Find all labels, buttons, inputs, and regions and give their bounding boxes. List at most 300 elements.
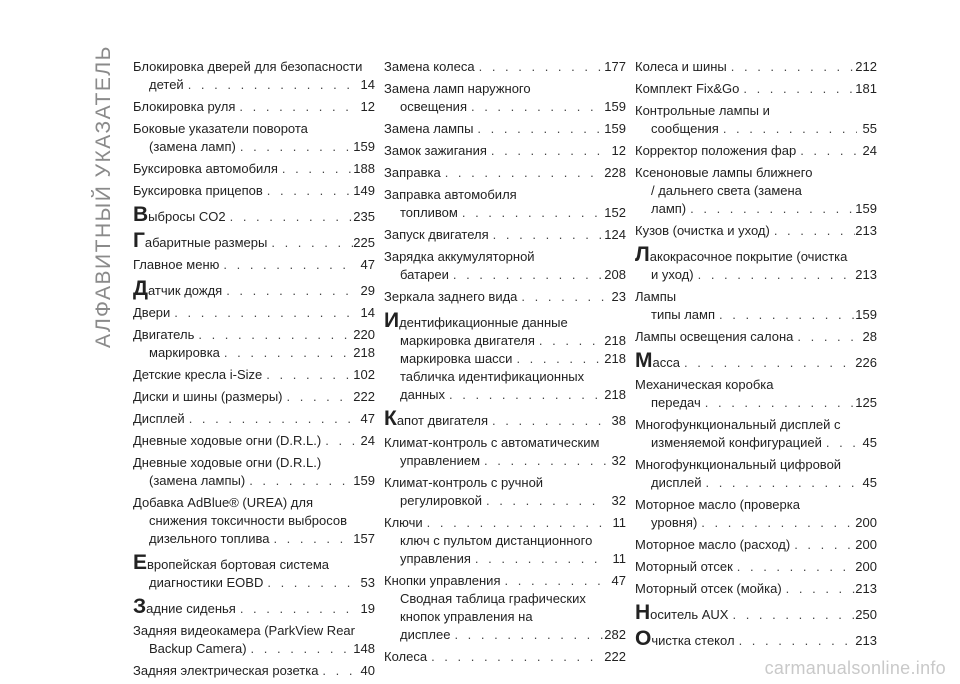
index-entry [384, 164, 626, 182]
index-term: Моторное масло (проверка [635, 497, 800, 512]
index-letter-heading: Н [635, 601, 651, 624]
index-entry [133, 58, 375, 94]
index-entry [384, 648, 626, 666]
index-line [635, 580, 877, 598]
index-term: Ключи [384, 515, 423, 530]
index-line [133, 454, 375, 472]
index-term: снижения токсичности выбросов [149, 513, 348, 528]
index-term: Дневные ходовые огни (D.R.L.) [133, 433, 322, 448]
index-line [384, 142, 626, 160]
index-term: Запуск двигателя [384, 227, 489, 242]
index-entry [133, 622, 375, 658]
index-line [635, 394, 877, 412]
dot-leader [318, 662, 355, 680]
index-term: Многофункциональный дисплей с [635, 417, 841, 432]
dot-leader [770, 222, 855, 240]
page-number: 222 [604, 649, 626, 664]
dot-leader [701, 394, 856, 412]
index-line [384, 550, 626, 568]
index-term: Замок зажигания [384, 143, 487, 158]
index-term: Моторное масло (расход) [635, 537, 791, 552]
index-term: Замена лампы [384, 121, 474, 136]
page-number: 200 [855, 537, 877, 552]
index-term: Ксеноновые лампы ближнего [635, 165, 813, 180]
index-line [384, 532, 626, 550]
index-entry [384, 186, 626, 222]
index-line [635, 558, 877, 576]
dot-leader [733, 558, 856, 576]
index-line [133, 622, 375, 640]
index-term: и уход) [651, 267, 694, 282]
page-number: 159 [855, 307, 877, 322]
dot-leader [727, 58, 856, 76]
dot-leader [321, 432, 355, 450]
page-number: 152 [604, 205, 626, 220]
index-term: маркировка шасси [400, 351, 513, 366]
dot-leader [471, 550, 606, 568]
index-term: Дисплей [133, 411, 185, 426]
watermark: carmanualsonline.info [764, 658, 946, 678]
index-term: Капот двигателя [384, 407, 488, 430]
index-entry [635, 416, 877, 452]
dot-leader [517, 288, 606, 306]
page-number: 38 [611, 413, 626, 428]
dot-leader [822, 434, 857, 452]
index-entry [133, 256, 375, 274]
page-number: 32 [611, 493, 626, 508]
index-line [133, 388, 375, 406]
index-term: Главное меню [133, 257, 220, 272]
index-line [635, 601, 877, 624]
index-entry [635, 496, 877, 532]
index-entry [635, 349, 877, 372]
index-entry [635, 558, 877, 576]
page-number: 24 [862, 143, 877, 158]
index-entry [133, 662, 375, 680]
index-line [133, 58, 375, 76]
page-number: 159 [604, 99, 626, 114]
index-line [635, 627, 877, 650]
page-number: 148 [353, 641, 375, 656]
index-line [635, 243, 877, 266]
index-term: Лампы [635, 289, 677, 304]
index-term: кнопок управления на [400, 609, 533, 624]
index-line [133, 160, 375, 178]
index-line [384, 98, 626, 116]
index-entry [384, 407, 626, 430]
page-number: 45 [862, 435, 877, 450]
dot-leader [219, 256, 355, 274]
index-column-1 [133, 58, 375, 684]
index-line [133, 277, 375, 300]
index-term: Комплект Fix&Go [635, 81, 740, 96]
index-letter-heading: М [635, 349, 653, 372]
page-number: 218 [353, 345, 375, 360]
index-line [635, 182, 877, 200]
index-line [133, 203, 375, 226]
dot-leader [278, 160, 353, 178]
dot-leader [235, 98, 355, 116]
index-line [635, 536, 877, 554]
index-line [133, 304, 375, 322]
index-line [384, 626, 626, 644]
index-entry [133, 432, 375, 450]
page-number: 218 [604, 333, 626, 348]
index-term: Боковые указатели поворота [133, 121, 308, 136]
index-term: изменяемой конфигурацией [651, 435, 822, 450]
index-line [635, 80, 877, 98]
dot-leader [427, 648, 604, 666]
index-line [384, 514, 626, 532]
index-term: Колеса и шины [635, 59, 727, 74]
index-term: Кнопки управления [384, 573, 501, 588]
index-entry [384, 514, 626, 568]
index-term: управления [400, 551, 471, 566]
index-line [635, 328, 877, 346]
index-line [635, 514, 877, 532]
index-line [635, 456, 877, 474]
page-number: 159 [604, 121, 626, 136]
index-entry [133, 595, 375, 618]
index-entry [384, 226, 626, 244]
index-line [635, 474, 877, 492]
index-line [635, 496, 877, 514]
page-number: 29 [360, 283, 375, 298]
index-term: сообщения [651, 121, 719, 136]
index-entry [133, 182, 375, 200]
index-letter-heading: Е [133, 551, 148, 574]
index-line [384, 120, 626, 138]
page-number: 24 [360, 433, 375, 448]
index-entry [133, 304, 375, 322]
index-line [133, 432, 375, 450]
index-term: типы ламп [651, 307, 716, 322]
index-line [133, 138, 375, 156]
index-term: Задняя видеокамера (ParkView Rear [133, 623, 355, 638]
page-number: 23 [611, 289, 626, 304]
index-line [384, 386, 626, 404]
index-term: Носитель AUX [635, 601, 729, 624]
index-line [635, 266, 877, 284]
index-entry [635, 80, 877, 98]
dot-leader [236, 138, 353, 156]
index-term: Детские кресла i-Size [133, 367, 263, 382]
index-line [384, 350, 626, 368]
index-entry [384, 142, 626, 160]
index-term: дизельного топлива [149, 531, 270, 546]
page-number: 28 [862, 329, 877, 344]
index-line [384, 186, 626, 204]
index-entry [635, 288, 877, 324]
index-term: детей [149, 77, 184, 92]
index-term: Лакокрасочное покрытие (очистка [635, 243, 848, 266]
page-number: 177 [604, 59, 626, 74]
index-term: Backup Camera) [149, 641, 247, 656]
page-number: 220 [353, 327, 375, 342]
index-column-2 [384, 58, 626, 670]
page-number: 47 [611, 573, 626, 588]
index-entry [133, 203, 375, 226]
dot-leader [245, 472, 353, 490]
index-term: Блокировка дверей для безопасности [133, 59, 363, 74]
index-term: дисплей [651, 475, 702, 490]
index-letter-heading: Л [635, 243, 650, 266]
dot-leader [790, 536, 855, 554]
dot-leader [715, 306, 855, 324]
index-term: Европейская бортовая система [133, 551, 330, 574]
page-number: 55 [862, 121, 877, 136]
page-number: 213 [855, 223, 877, 238]
index-line [384, 266, 626, 284]
index-line [384, 58, 626, 76]
dot-leader [697, 514, 855, 532]
index-term: Многофункциональный цифровой [635, 457, 842, 472]
index-line [133, 344, 375, 362]
page-number: 47 [360, 257, 375, 272]
dot-leader [184, 76, 355, 94]
page-number: 14 [360, 305, 375, 320]
index-line [133, 574, 375, 592]
index-entry [635, 536, 877, 554]
index-entry [384, 288, 626, 306]
index-term: Диски и шины (размеры) [133, 389, 283, 404]
page-number: 124 [604, 227, 626, 242]
dot-leader [735, 632, 856, 650]
index-term: (замена ламп) [149, 139, 236, 154]
dot-leader [475, 58, 605, 76]
index-line [635, 164, 877, 182]
index-line [133, 98, 375, 116]
index-letter-heading: З [133, 595, 147, 618]
index-line [384, 452, 626, 470]
dot-leader [701, 474, 857, 492]
index-entry [384, 248, 626, 284]
page-number: 45 [862, 475, 877, 490]
page-number: 200 [855, 559, 877, 574]
dot-leader [220, 344, 353, 362]
dot-leader [170, 304, 355, 322]
page-number: 226 [855, 355, 877, 370]
index-term: батареи [400, 267, 449, 282]
index-entry [635, 580, 877, 598]
index-line [384, 368, 626, 386]
page-number: 32 [611, 453, 626, 468]
page-number: 11 [612, 551, 626, 566]
page-number: 218 [604, 387, 626, 402]
index-term: Лампы освещения салона [635, 329, 794, 344]
index-entry [635, 328, 877, 346]
index-line [133, 662, 375, 680]
index-line [635, 376, 877, 394]
page-number: 12 [611, 143, 626, 158]
index-entry [384, 58, 626, 76]
index-line [133, 595, 375, 618]
dot-leader [185, 410, 355, 428]
index-term: Очистка стекол [635, 627, 735, 650]
page-number: 47 [360, 411, 375, 426]
index-line [635, 102, 877, 120]
index-entry [384, 309, 626, 404]
page-number: 218 [604, 351, 626, 366]
index-entry [384, 572, 626, 644]
page-number: 149 [353, 183, 375, 198]
index-term: ламп) [651, 201, 687, 216]
index-term: Колеса [384, 649, 428, 664]
index-term: Моторный отсек [635, 559, 733, 574]
dot-leader [480, 452, 606, 470]
index-term: Корректор положения фар [635, 143, 797, 158]
index-line [133, 256, 375, 274]
index-entry [635, 456, 877, 492]
index-term: маркировка [149, 345, 220, 360]
index-term: Габаритные размеры [133, 229, 268, 252]
index-line [635, 222, 877, 240]
index-line [133, 530, 375, 548]
dot-leader [262, 366, 353, 384]
index-term: Сводная таблица графических [400, 591, 586, 606]
index-term: передач [651, 395, 701, 410]
index-letter-heading: О [635, 627, 652, 650]
index-term: Заправка автомобиля [384, 187, 517, 202]
index-line [384, 590, 626, 608]
index-entry [635, 102, 877, 138]
index-term: Механическая коробка [635, 377, 774, 392]
dot-leader [423, 514, 606, 532]
index-entry [133, 98, 375, 116]
dot-leader [450, 626, 604, 644]
index-line [635, 120, 877, 138]
index-letter-heading: Д [133, 277, 148, 300]
index-letter-heading: Г [133, 229, 145, 252]
dot-leader [458, 204, 604, 222]
index-term: Масса [635, 349, 680, 372]
index-entry [384, 474, 626, 510]
index-entry [635, 142, 877, 160]
dot-leader [247, 640, 354, 658]
index-line [384, 226, 626, 244]
index-entry [635, 164, 877, 218]
page-number: 250 [855, 607, 877, 622]
index-letter-heading: К [384, 407, 397, 430]
index-entry [133, 120, 375, 156]
dot-leader [512, 350, 604, 368]
page-number: 213 [855, 581, 877, 596]
dot-leader [719, 120, 857, 138]
index-term: Двигатель [133, 327, 195, 342]
dot-leader [489, 226, 605, 244]
dot-leader [445, 386, 604, 404]
index-entry [635, 376, 877, 412]
index-line [384, 80, 626, 98]
index-entry [133, 160, 375, 178]
index-line [384, 204, 626, 222]
dot-leader [441, 164, 605, 182]
page-number: 159 [353, 473, 375, 488]
index-line [384, 309, 626, 332]
index-line [384, 332, 626, 350]
index-term: Кузов (очистка и уход) [635, 223, 770, 238]
index-letter-heading: В [133, 203, 149, 226]
index-entry [635, 222, 877, 240]
index-term: табличка идентификационных [400, 369, 585, 384]
dot-leader [694, 266, 856, 284]
index-term: Дневные ходовые огни (D.R.L.) [133, 455, 322, 470]
page-number: 102 [353, 367, 375, 382]
index-term: / дальнего света (замена [651, 183, 802, 198]
index-term: Зеркала заднего вида [384, 289, 518, 304]
index-line [384, 492, 626, 510]
page-number: 188 [353, 161, 375, 176]
dot-leader [263, 574, 355, 592]
index-line [133, 366, 375, 384]
index-term: Двери [133, 305, 171, 320]
index-line [133, 410, 375, 428]
index-line [635, 58, 877, 76]
dot-leader [535, 332, 604, 350]
index-term: Задняя электрическая розетка [133, 663, 319, 678]
index-entry [635, 627, 877, 650]
dot-leader [488, 412, 606, 430]
index-term: Задние сиденья [133, 595, 236, 618]
page-number: 159 [353, 139, 375, 154]
dot-leader [739, 80, 855, 98]
index-entry [635, 601, 877, 624]
page-number: 159 [855, 201, 877, 216]
page-number: 212 [855, 59, 877, 74]
index-term: управлением [400, 453, 481, 468]
index-line [133, 229, 375, 252]
index-term: Климат-контроль с автоматическим [384, 435, 600, 450]
index-line [133, 472, 375, 490]
dot-leader [782, 580, 856, 598]
index-term: Заправка [384, 165, 441, 180]
index-term: топливом [400, 205, 458, 220]
index-entry [133, 277, 375, 300]
dot-leader [449, 266, 604, 284]
index-line [635, 306, 877, 324]
dot-leader [680, 354, 855, 372]
index-line [635, 349, 877, 372]
dot-leader [194, 326, 353, 344]
index-entry [384, 434, 626, 470]
dot-leader [473, 120, 604, 138]
index-line [635, 434, 877, 452]
index-term: Идентификационные данные [384, 309, 568, 332]
index-line [133, 494, 375, 512]
index-line [133, 640, 375, 658]
page-number: 12 [360, 99, 375, 114]
index-line [133, 182, 375, 200]
index-line [133, 512, 375, 530]
index-line [384, 288, 626, 306]
index-line [384, 407, 626, 430]
index-line [133, 326, 375, 344]
index-term: Моторный отсек (мойка) [635, 581, 782, 596]
index-entry [133, 410, 375, 428]
index-line [635, 416, 877, 434]
index-entry [384, 120, 626, 138]
index-term: Замена ламп наружного [384, 81, 531, 96]
page-number: 200 [855, 515, 877, 530]
side-section-title: АЛФАВИТНЫЙ УКАЗАТЕЛЬ [92, 45, 115, 349]
page-number: 222 [353, 389, 375, 404]
index-line [384, 434, 626, 452]
index-line [635, 142, 877, 160]
index-entry [133, 366, 375, 384]
page-number: 157 [353, 531, 375, 546]
index-entry [635, 243, 877, 284]
page-number: 53 [360, 575, 375, 590]
